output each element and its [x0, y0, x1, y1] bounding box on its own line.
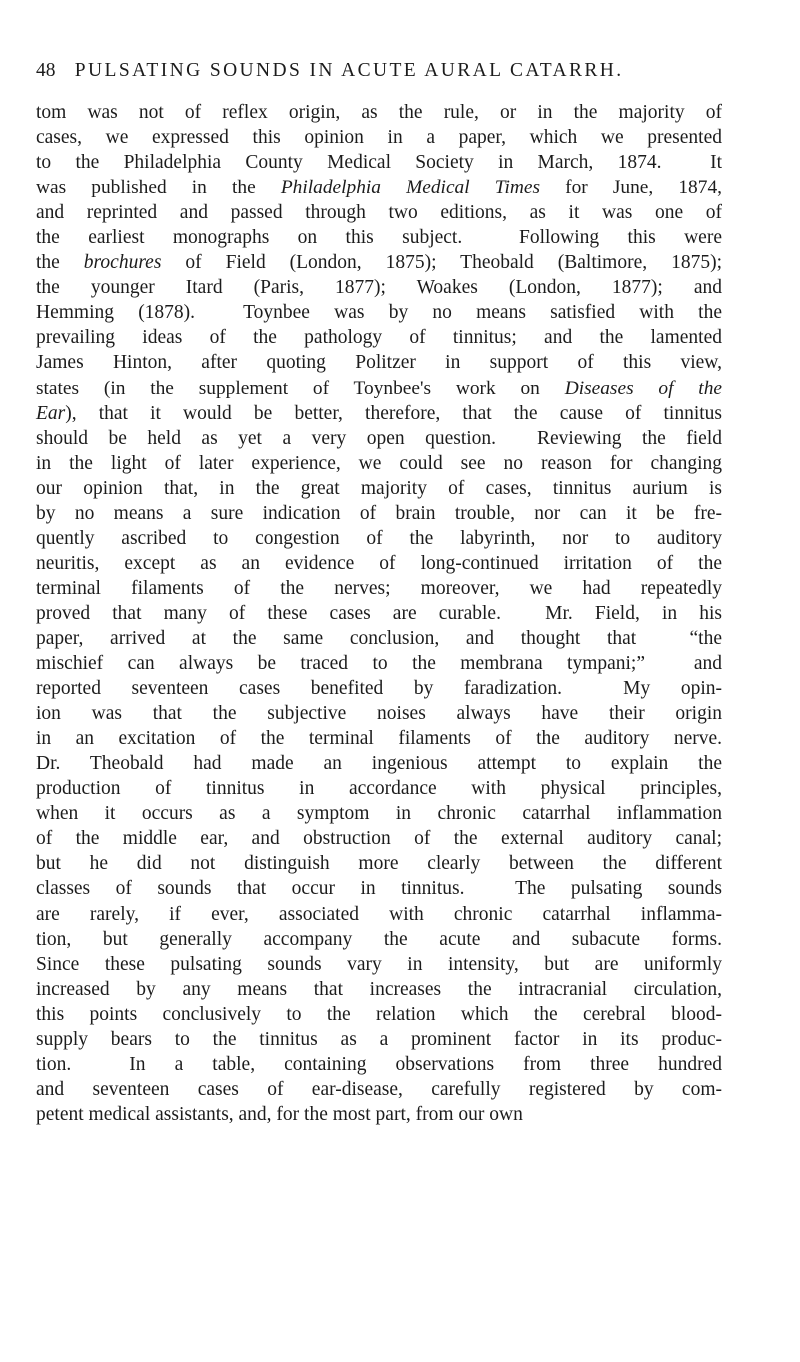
text-segment: supply bears to the tinnitus as a prominent factor in its produc-: [36, 1028, 722, 1050]
running-head: [36, 60, 726, 82]
italic-text: Ear: [36, 402, 66, 424]
text-line: [36, 876, 722, 901]
text-segment: in the light of later experience, we could see no reason for changing: [36, 452, 722, 474]
text-line: [36, 651, 722, 676]
text-line: [36, 526, 722, 551]
text-segment: when it occurs as a symptom in chronic catarrhal inflammation: [36, 803, 722, 825]
text-line: [36, 726, 722, 751]
text-segment: should be held as yet a very open question. Reviewing the field: [36, 427, 722, 449]
text-segment: to the Philadelphia County Medical Society in March, 1874. It: [36, 152, 722, 174]
text-segment: by no means a sure indication of brain trouble, nor can it be fre-: [36, 502, 722, 524]
text-segment: this points conclusively to the relation which the cerebral blood-: [36, 1003, 722, 1025]
text-line: [36, 401, 722, 426]
text-line: [36, 952, 722, 977]
italic-text: brochures: [83, 252, 162, 274]
body-text: [36, 100, 722, 1127]
text-line: [36, 150, 722, 175]
text-segment: prevailing ideas of the pathology of tinnitus; and the lamented: [36, 327, 722, 349]
text-line: [36, 250, 722, 275]
text-line: [36, 476, 722, 501]
text-segment: Hemming (1878). Toynbee was by no means satisfied with the: [36, 302, 722, 324]
text-segment: but he did not distinguish more clearly between the different: [36, 853, 722, 875]
text-line: [36, 1077, 722, 1102]
text-segment: was published in the: [36, 177, 281, 199]
text-segment: cases, we expressed this opinion in a paper, which we presented: [36, 127, 722, 149]
text-segment: tion, but generally accompany the acute and subacute forms.: [36, 928, 722, 950]
text-segment: states (in the supplement of Toynbee's work on: [36, 377, 565, 399]
text-line: [36, 100, 722, 125]
text-line: [36, 851, 722, 876]
text-line: [36, 902, 722, 927]
text-segment: the younger Itard (Paris, 1877); Woakes (London, 1877); and: [36, 277, 722, 299]
text-segment: classes of sounds that occur in tinnitus. The pulsating sounds: [36, 878, 722, 900]
text-line: [36, 601, 722, 626]
text-line: [36, 1002, 722, 1027]
text-line: [36, 826, 722, 851]
italic-text: Philadelphia Medical Times: [280, 177, 541, 199]
text-line: [36, 501, 722, 526]
text-segment: ), that it would be better, therefore, that the cause of tinnitus: [65, 402, 722, 424]
italic-text: Diseases of the: [564, 377, 722, 399]
text-segment: for June, 1874,: [540, 177, 722, 199]
text-line: [36, 275, 722, 300]
text-line: [36, 350, 722, 375]
text-line: [36, 225, 722, 250]
running-title: PULSATING SOUNDS IN ACUTE AURAL CATARRH.: [74, 60, 624, 81]
text-line: [36, 626, 722, 651]
text-segment: in an excitation of the terminal filaments of the auditory nerve.: [36, 728, 722, 750]
text-segment: the: [36, 252, 84, 274]
text-line: [36, 751, 722, 776]
text-segment: reported seventeen cases benefited by faradization. My opin-: [36, 678, 722, 700]
text-segment: tom was not of reflex origin, as the rule, or in the majority of: [36, 102, 722, 123]
text-line: [36, 175, 722, 200]
text-segment: and reprinted and passed through two editions, as it was one of: [36, 202, 722, 224]
text-line: [36, 1027, 722, 1052]
text-line: [36, 451, 722, 476]
text-segment: are rarely, if ever, associated with chronic catarrhal inflamma-: [36, 903, 722, 925]
text-line: [36, 551, 722, 576]
text-line: [36, 325, 722, 350]
page-number: 48: [36, 60, 56, 81]
text-segment: neuritis, except as an evidence of long-continued irritation of the: [36, 552, 722, 574]
text-line: [36, 200, 722, 225]
text-segment: mischief can always be traced to the membrana tympani;” and: [36, 653, 722, 675]
text-segment: quently ascribed to congestion of the labyrinth, nor to auditory: [36, 527, 722, 549]
text-line: [36, 1102, 722, 1127]
text-line: [36, 676, 722, 701]
text-segment: James Hinton, after quoting Politzer in support of this view,: [36, 352, 722, 374]
text-line: [36, 1052, 722, 1077]
text-segment: of the middle ear, and obstruction of the external auditory canal;: [36, 828, 722, 850]
text-segment: petent medical assistants, and, for the most part, from our own: [36, 1103, 523, 1125]
text-segment: ion was that the subjective noises always have their origin: [36, 703, 722, 725]
text-segment: the earliest monographs on this subject. Following this were: [36, 227, 722, 249]
text-segment: our opinion that, in the great majority of cases, tinnitus aurium is: [36, 477, 722, 499]
text-line: [36, 426, 722, 451]
text-segment: tion. In a table, containing observations from three hundred: [36, 1053, 722, 1075]
text-segment: of Field (London, 1875); Theobald (Baltimore, 1875);: [161, 252, 722, 274]
text-segment: Dr. Theobald had made an ingenious attempt to explain the: [36, 753, 722, 775]
text-line: [36, 701, 722, 726]
text-segment: and seventeen cases of ear-disease, carefully registered by com-: [36, 1078, 722, 1100]
text-line: [36, 776, 722, 801]
text-line: [36, 927, 722, 952]
text-segment: increased by any means that increases the intracranial circulation,: [36, 978, 722, 1000]
text-segment: paper, arrived at the same conclusion, and thought that “the: [36, 627, 722, 649]
text-line: [36, 801, 722, 826]
text-line: [36, 125, 722, 150]
text-segment: proved that many of these cases are curable. Mr. Field, in his: [36, 602, 722, 624]
text-segment: production of tinnitus in accordance with physical principles,: [36, 778, 722, 800]
text-segment: Since these pulsating sounds vary in intensity, but are uniformly: [36, 953, 722, 975]
text-line: [36, 977, 722, 1002]
text-line: [36, 576, 722, 601]
text-line: [36, 300, 722, 325]
text-line: [36, 376, 722, 401]
text-segment: terminal filaments of the nerves; moreover, we had repeatedly: [36, 577, 722, 599]
